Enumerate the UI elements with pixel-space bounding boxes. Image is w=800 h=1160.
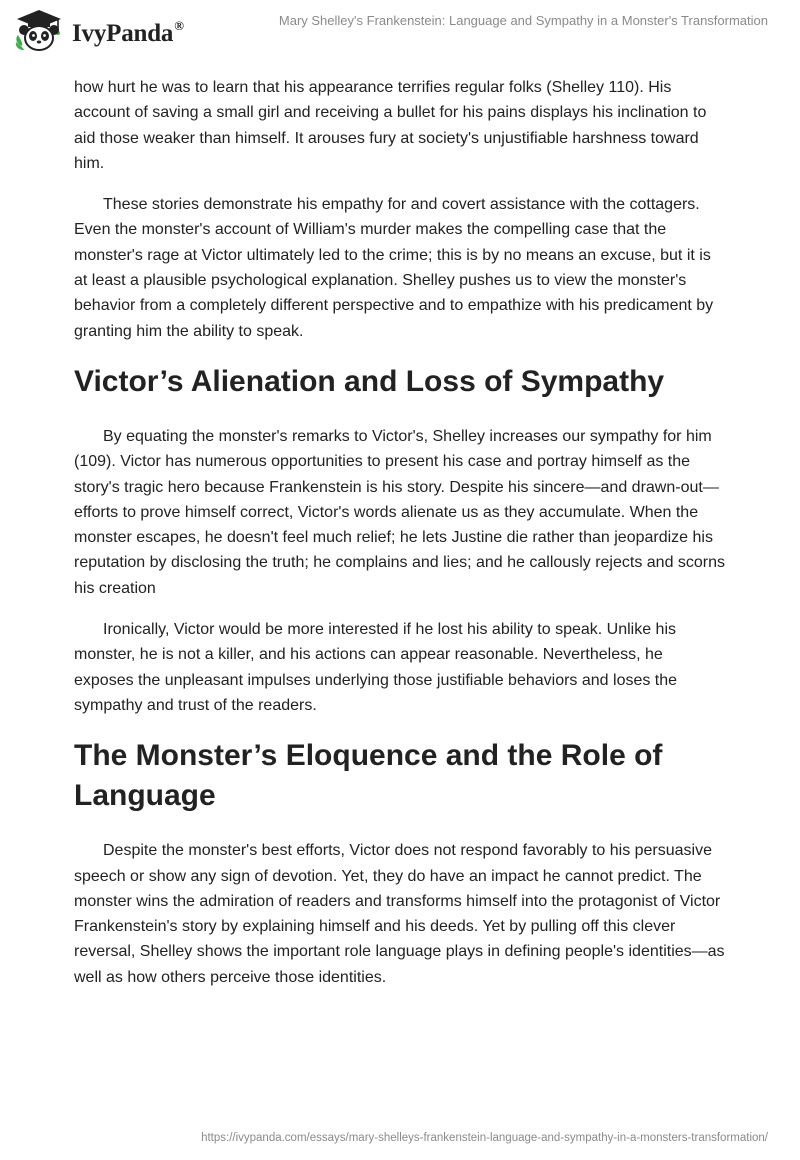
page-header (0, 0, 800, 60)
essay-body (74, 75, 726, 1006)
logo-text: IvyPanda (72, 20, 174, 47)
panda-graduate-icon (14, 8, 64, 52)
logo-wordmark (72, 20, 184, 48)
paragraph: Despite the monster's best efforts, Victor does not respond favorably to his persuasive speech or show any sign of devotion. Yet, they do have an impact he cannot predict. The monster wins the admiration of readers and transforms himself into the protagonist of Victor Frankenstein's story by explaining himself and his deeds. Yet by pulling off this clever reversal, Shelley shows the important role language plays in defining people's identities—as well as how others perceive those identities. (74, 842, 725, 986)
section-heading: The Monster’s Eloquence and the Role of Language (74, 739, 663, 813)
paragraph: Ironically, Victor would be more interested if he lost his ability to speak. Unlike his monster, he is not a killer, and his actions can appear reasonable. Nevertheless, he exposes the unpleasant impulses underlying those justifiable behaviors and loses the sympathy and trust of the readers. (74, 621, 678, 714)
paragraph: how hurt he was to learn that his appearance terrifies regular folks (Shelley 110). His account of saving a small girl and receiving a bullet for his pains displays his inclination to aid those weaker than himself. It arouses fury at society's unjustifiable harshness toward him. (74, 79, 707, 172)
document-title: Mary Shelley's Frankenstein: Language and Sympathy in a Monster's Transformation (278, 13, 768, 28)
section-heading: Victor’s Alienation and Loss of Sympathy (74, 364, 665, 398)
paragraph: These stories demonstrate his empathy for and covert assistance with the cottagers. Even the monster's account of William's murder makes the compelling case that the monster's rage at Victor ultimately led to the crime; this is by no means an excuse, but it is at least a plausible psychological explanation. Shelley pushes us to view the monster's behavior from a completely different perspective and to empathize with his predicament by granting him the ability to speak. (74, 196, 714, 340)
source-url[interactable]: https://ivypanda.com/essays/mary-shelleys-frankenstein-language-and-sympathy-in-a-monsters-transformation/ (201, 1132, 768, 1144)
registered-mark: ® (174, 18, 184, 33)
paragraph: By equating the monster's remarks to Victor's, Shelley increases our sympathy for him (109). Victor has numerous opportunities to present his case and portray himself as the story's tragic hero because Frankenstein is his story. Despite his sincere—and drawn-out—efforts to prove himself correct, Victor's words alienate us as they accumulate. When the monster escapes, he doesn't feel much relief; he lets Justine die rather than jeopardize his reputation by disclosing the truth; he complains and lies; and he callously rejects and scorns his creation (74, 427, 726, 597)
ivypanda-logo[interactable] (14, 8, 204, 52)
